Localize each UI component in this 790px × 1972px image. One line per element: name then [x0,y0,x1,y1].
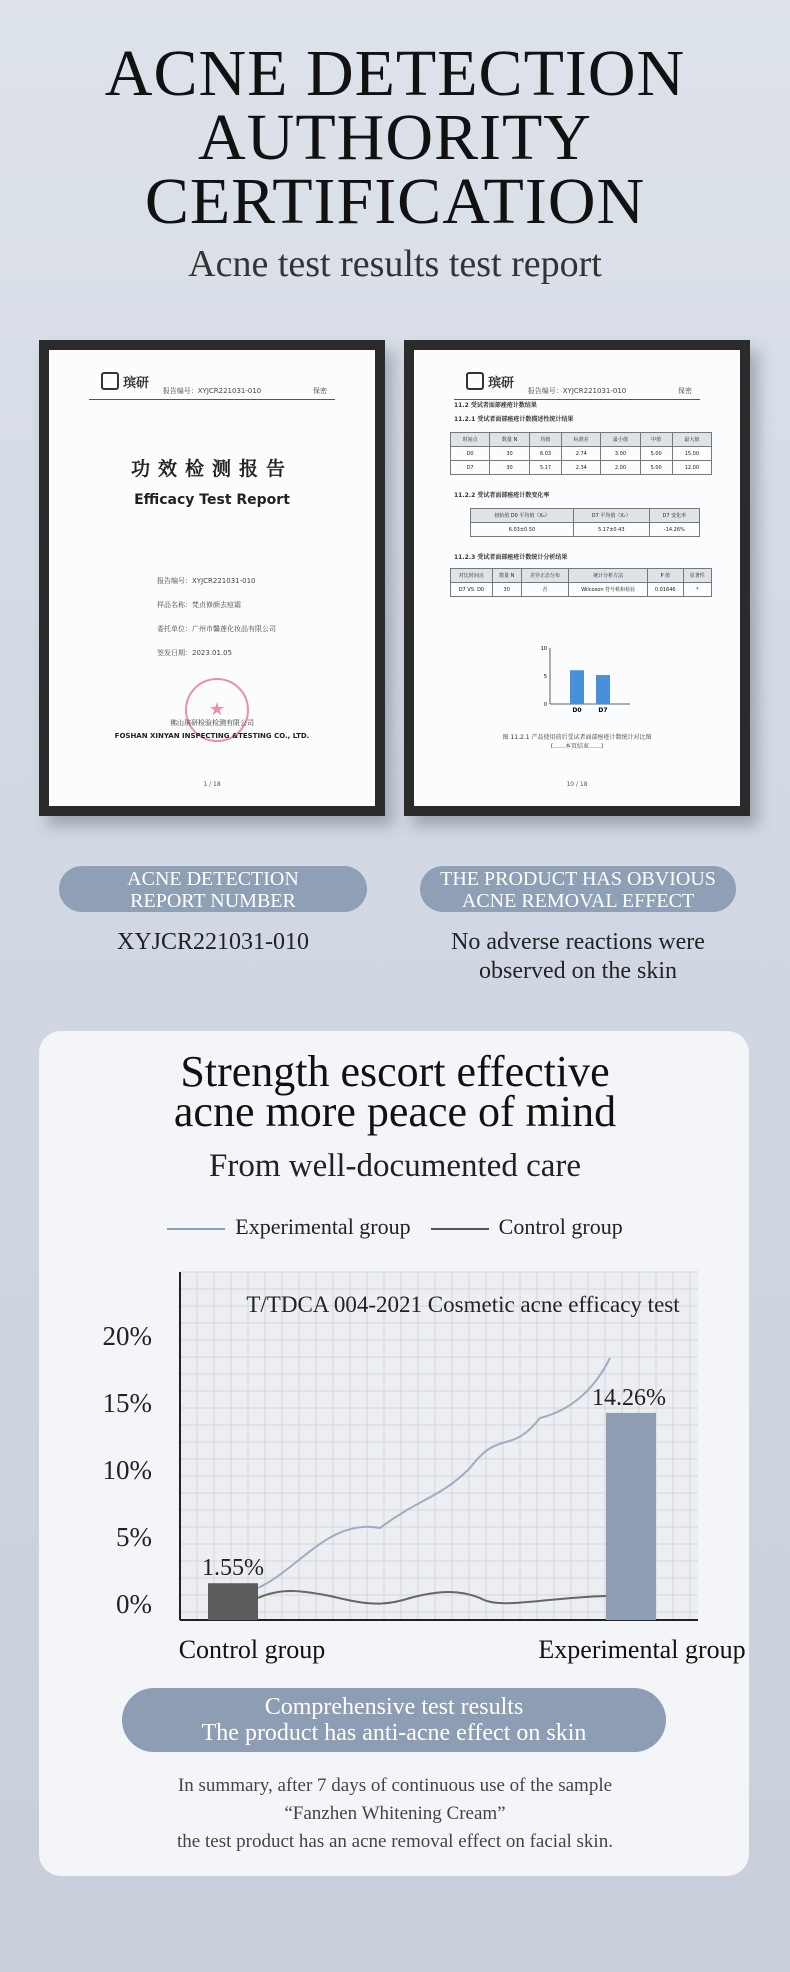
table-cell: 2.00 [601,461,640,475]
results-end-note: (……本页结束……) [550,743,604,750]
card-subtitle: From well-documented care [208,1148,582,1184]
adverse-reactions-note [400,928,756,986]
cover-info-line: 报告编号：XYJCR221031-010 [157,577,256,585]
table-cell: -14.26% [649,523,699,537]
table-cell: D7 VS. D0 [451,583,493,597]
table-cell: 12.00 [672,461,711,475]
results-table-descriptive [450,432,712,475]
table-cell: 最大值 [672,433,711,447]
certificate-cover [49,350,375,806]
adverse-reactions-note-line: No adverse reactions were [451,929,705,955]
table-cell: 最小值 [601,433,640,447]
efficacy-bar-chart [0,1268,790,1672]
summary-line: “Fanzhen Whitening Cream” [284,1803,506,1824]
table-row [451,569,712,583]
experimental-legend-label: Experimental group [235,1214,411,1239]
bar-experimental [606,1413,656,1620]
main-title-line-3: CERTIFICATION [144,165,646,238]
table-cell: 2.34 [562,461,601,475]
table-row [471,523,700,537]
y-tick-label: 10% [102,1455,152,1485]
table-cell: 对比时间点 [451,569,493,583]
result-banner [122,1688,666,1752]
results-mini-bar-chart [524,638,644,718]
confidential-flag: 保密 [313,387,327,395]
table-cell: 5.17 [529,461,561,475]
cover-report-number-text: 报告编号：XYJCR221031-010 [162,387,262,395]
report-number-badge-line: ACNE DETECTION [127,868,299,890]
table-cell: 30 [490,447,530,461]
results-section-title: 11.2.3 受试者面部痤疮计数统计分析结果 [454,554,568,561]
results-section-title: 11.2.1 受试者面部痤疮计数描述性统计结果 [454,416,574,423]
results-section-title: 11.2.2 受试者面部痤疮计数变化率 [454,492,550,499]
removal-effect-badge [420,866,736,912]
results-page-number: 10 / 18 [566,781,588,788]
cover-org-en: FOSHAN XINYAN INSPECTING &TESTING CO., LTD. [114,732,310,740]
table-cell: 0.01646 [647,583,683,597]
y-tick-label: 0% [116,1589,152,1619]
mini-bar [570,670,584,704]
table-cell: 数量 N [492,569,521,583]
mini-x-tick: D0 [572,707,582,714]
certificate-cover-frame [39,340,385,816]
table-cell: 3.00 [601,447,640,461]
summary-text [0,1772,790,1856]
table-cell: 30 [492,583,521,597]
adverse-reactions-note-line: observed on the skin [479,958,677,984]
control-legend-swatch [431,1228,489,1230]
certificate-results-frame [404,340,750,816]
x-tick-label: Experimental group [538,1635,746,1664]
bar-control [208,1583,258,1620]
data-label: 14.26% [592,1384,666,1411]
cover-org-cn: 佛山瑸研检验检测有限公司 [170,719,254,727]
cover-info-line: 样品名称：梵贞修颜去痘霜 [157,601,241,609]
table-cell: 30 [490,461,530,475]
confidential-flag: 保密 [678,387,692,395]
results-table-statistics [450,568,712,597]
table-cell: * [683,583,711,597]
results-chart-caption [414,732,740,750]
page-subtitle: Acne test results test report [188,243,602,285]
table-cell: 显著性 [683,569,711,583]
report-number-badge [59,866,367,912]
table-cell: 中值 [640,433,672,447]
cover-report-number [89,386,335,400]
table-cell: 5.00 [640,447,672,461]
card-title-line: Strength escort effective [180,1047,610,1096]
result-banner-line: Comprehensive test results [264,1694,524,1720]
table-cell: 6.03±0.50 [471,523,574,537]
report-number-value [59,928,367,957]
card-title [0,1047,790,1136]
report-number-value-line: XYJCR221031-010 [116,929,309,955]
lab-logo-text: 瑸研 [123,376,150,391]
table-row [451,461,712,475]
table-row [451,583,712,597]
table-cell: 初始值 D0 平均值（X₀） [471,509,574,523]
removal-effect-badge-line: THE PRODUCT HAS OBVIOUS [440,868,716,890]
results-table-change-rate [470,508,700,537]
table-row [451,447,712,461]
main-title-line-1: ACNE DETECTION [104,37,686,110]
results-chart-caption-text: 图 11.2.1 产品使用前后受试者面部痤疮计数统计对比图 [502,734,652,741]
results-section-title: 11.2 受试者面部痤疮计数结果 [454,402,537,409]
data-label: 1.55% [202,1555,264,1582]
table-cell: P 值 [647,569,683,583]
cover-info-line: 委托单位：广州市馨莲化妆品有限公司 [157,625,276,633]
results-report-number-text: 报告编号：XYJCR221031-010 [527,387,627,395]
experimental-legend-swatch [167,1228,225,1230]
table-row [471,509,700,523]
mini-y-tick: 0 [543,702,547,708]
cover-en-title: Efficacy Test Report [134,492,290,508]
report-number-badge-line: REPORT NUMBER [130,890,296,912]
table-row [451,433,712,447]
mini-y-tick: 5 [543,674,547,680]
table-cell: 数量 N [490,433,530,447]
cover-page-number: 1 / 18 [203,781,221,788]
table-cell: 统计分析方法 [569,569,648,583]
main-title [0,37,790,238]
summary-line: In summary, after 7 days of continuous use of the sample [177,1775,613,1796]
results-report-number [454,386,700,400]
table-cell: 否 [521,583,569,597]
table-cell: 15.00 [672,447,711,461]
card-title-line: acne more peace of mind [173,1087,617,1136]
summary-line: the test product has an acne removal effect on facial skin. [177,1831,613,1852]
y-tick-label: 5% [116,1522,152,1552]
cover-cn-title: 功效检测报告 [130,458,293,480]
control-legend-label: Control group [498,1214,623,1239]
main-title-line-2: AUTHORITY [198,101,592,174]
table-cell: Wilcoxon 符号秩和检验 [569,583,648,597]
removal-effect-badge-line: ACNE REMOVAL EFFECT [461,890,695,912]
official-seal-icon: ★ [185,678,249,742]
mini-y-tick: 10 [540,646,547,652]
table-cell: 5.00 [640,461,672,475]
y-tick-label: 20% [102,1321,152,1351]
table-cell: 标准差 [562,433,601,447]
table-cell: 时间点 [451,433,490,447]
mini-bar [596,675,610,704]
chart-title: T/TDCA 004-2021 Cosmetic acne efficacy test [246,1292,680,1317]
x-tick-label: Control group [178,1635,326,1664]
certificate-results-page [414,350,740,806]
table-cell: D0 [451,447,490,461]
table-cell: 均值 [529,433,561,447]
result-banner-line: The product has anti-acne effect on skin [201,1720,587,1746]
mini-x-tick: D7 [598,707,608,714]
table-cell: D7 [451,461,490,475]
table-cell: 5.17±0.43 [573,523,649,537]
y-tick-label: 15% [102,1388,152,1418]
lab-logo-text: 瑸研 [488,376,515,391]
table-cell: 差异正态分布 [521,569,569,583]
table-cell: 2.74 [562,447,601,461]
chart-legend [0,1214,790,1240]
table-cell: 6.03 [529,447,561,461]
table-cell: D7 平均值（X₇） [573,509,649,523]
table-cell: D7 变化率 [649,509,699,523]
cover-info-line: 签发日期：2023.01.05 [157,649,233,657]
